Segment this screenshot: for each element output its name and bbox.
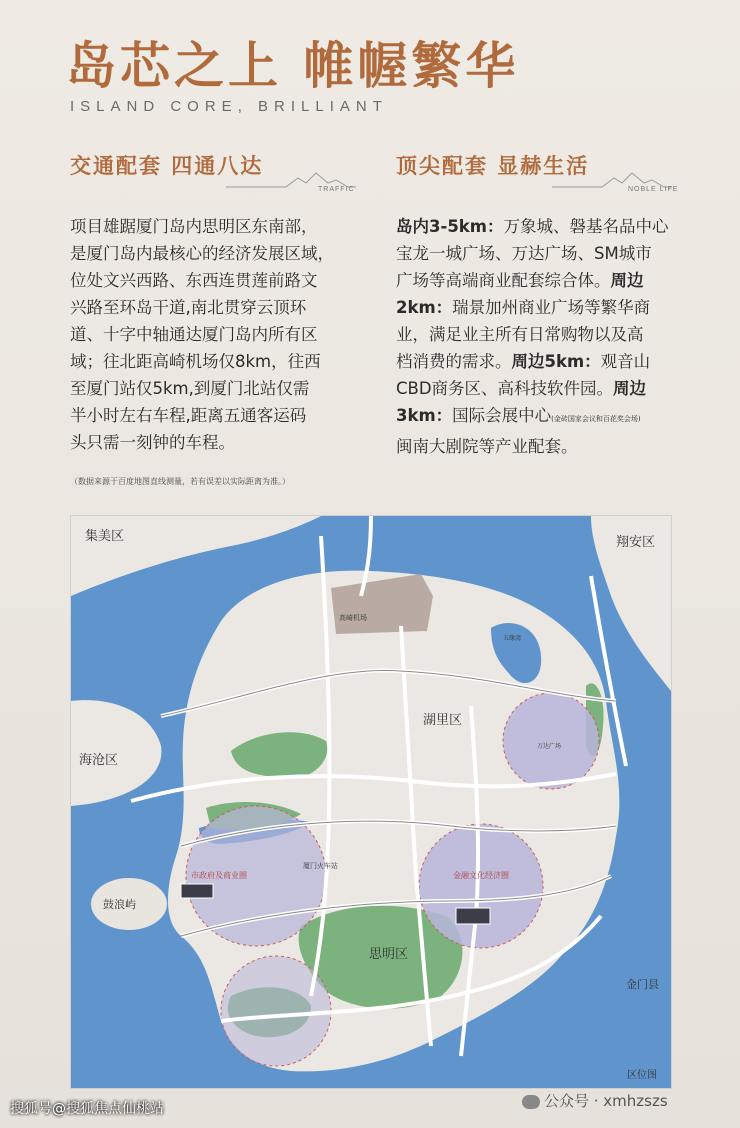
bold-text: 周边 (610, 271, 644, 290)
bold-text: 周边5km： (511, 352, 601, 371)
map-label: 市政府及商业圈 (191, 871, 247, 880)
noble-life-paragraph (396, 213, 668, 460)
bold-text: 周边 (613, 379, 647, 398)
map-label: 鼓浪屿 (103, 898, 136, 911)
zone-wanxiang (503, 693, 599, 789)
map-label: 翔安区 (616, 535, 656, 550)
traffic-paragraph (70, 213, 334, 456)
map-label: 五缘湾 (503, 635, 522, 642)
bold-text: 2km： (396, 298, 453, 317)
map-legend: 区位图 (627, 1070, 657, 1081)
traffic-line: 至厦门站仅5km,到厦门北站仅需 (70, 379, 310, 398)
map-label: 万达广场 (537, 743, 562, 750)
text-span: 宝龙一城广场、万达广场、SM城市 (396, 244, 652, 263)
text-span: 档消费的需求。 (396, 352, 512, 371)
noble-life-heading: 顶尖配套 显赫生活 (396, 153, 590, 178)
sohu-watermark: 搜狐号@搜狐焦点仙桃站 (10, 1101, 164, 1117)
project-marker (456, 908, 490, 924)
text-span: 瑞景加州商业广场等繁华商 (452, 298, 651, 317)
traffic-line: 域；往北距高崎机场仅8km，往西 (70, 352, 321, 371)
wechat-text: 公众号 · xmhzszs (544, 1092, 668, 1110)
text-span: 闽南大剧院等产业配套。 (396, 437, 578, 456)
map-label: 思明区 (369, 947, 409, 962)
text-span: 观音山 (600, 352, 651, 371)
wechat-account (522, 1090, 668, 1111)
zone-finance (419, 824, 543, 948)
noble-life-tag: NOBLE LIFE (628, 186, 679, 193)
traffic-line: 半小时左右车程,距离五通客运码 (70, 406, 307, 425)
text-span: 广场等高端商业配套综合体。 (396, 271, 611, 290)
traffic-line: 兴路至环岛干道,南北贯穿云顶环 (70, 298, 307, 317)
wechat-icon (522, 1095, 540, 1109)
map-svg (71, 516, 671, 1088)
traffic-tag: TRAFFIC (318, 186, 355, 193)
map-label: 湖里区 (423, 713, 463, 728)
traffic-heading: 交通配套 四通八达 (70, 153, 264, 178)
map-label: 集美区 (85, 529, 125, 544)
map-label: 厦门火车站 (303, 862, 338, 870)
government-marker (181, 884, 213, 898)
small-note: (金砖国家会议和百花奖会场) (551, 415, 641, 423)
page-subtitle: ISLAND CORE, BRILLIANT (70, 98, 388, 115)
traffic-line: 是厦门岛内最核心的经济发展区域， (70, 244, 334, 263)
map-label: 金融文化经济圈 (453, 871, 509, 880)
text-span: 业，满足业主所有日常购物以及高 (396, 325, 644, 344)
bold-text: 岛内3-5km： (396, 217, 504, 236)
map-label: 金门县 (626, 978, 659, 991)
location-map (70, 515, 672, 1089)
traffic-line: 头只需一刻钟的车程。 (70, 433, 235, 452)
bold-text: 3km： (396, 406, 453, 425)
page-title: 岛芯之上 帷幄繁华 (66, 36, 520, 95)
text-span: CBD商务区、高科技软件园。 (396, 379, 614, 398)
traffic-line: 项目雄踞厦门岛内思明区东南部， (70, 217, 318, 236)
data-source-note: （数据来源于百度地图直线测量，若有误差以实际距离为准。） (70, 477, 290, 486)
text-span: 国际会展中心 (452, 406, 552, 425)
traffic-line: 道、十字中轴通达厦门岛内所有区 (70, 325, 318, 344)
text-span: 万象城、磐基名品中心 (503, 217, 669, 236)
traffic-line: 位处文兴西路、东西连贯莲前路文 (70, 271, 318, 290)
map-label: 高崎机场 (339, 614, 367, 622)
map-label: 海沧区 (79, 753, 119, 768)
